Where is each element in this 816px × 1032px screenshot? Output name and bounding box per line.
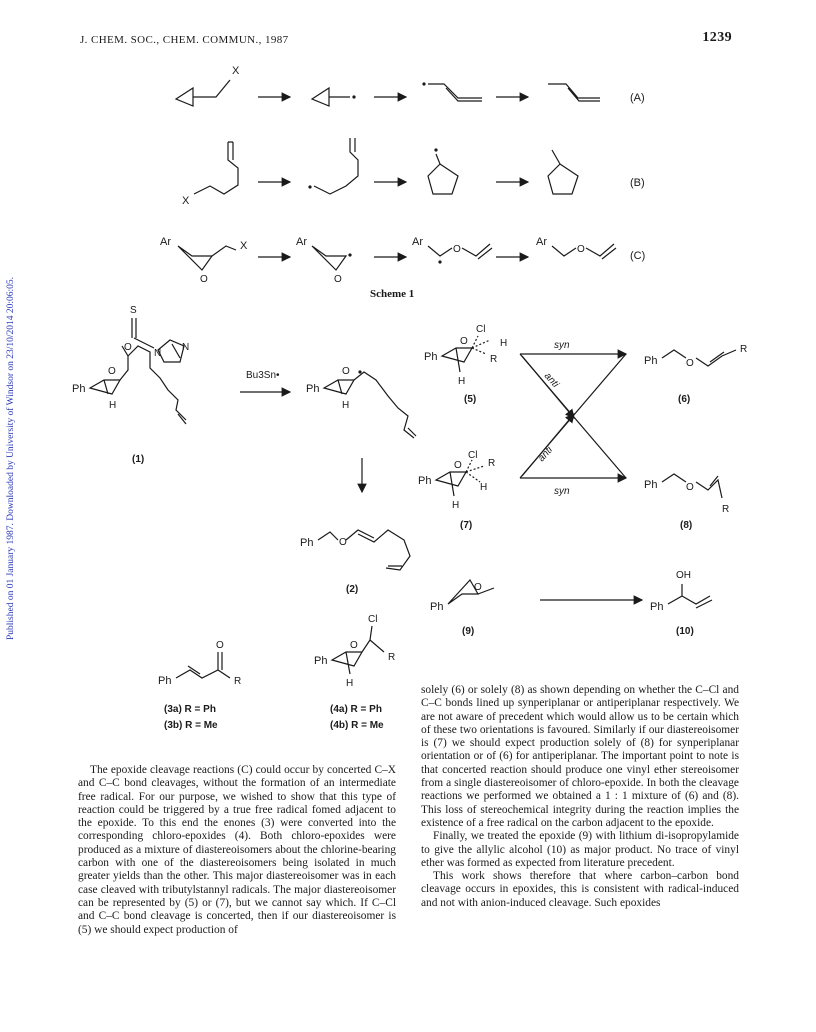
h-label: H bbox=[346, 678, 354, 689]
ph-label: Ph bbox=[644, 479, 658, 491]
compound-3 bbox=[158, 640, 241, 731]
body-paragraph: solely (6) or solely (8) as shown depending on whether the C–Cl and C–C bonds lined up synperiplanar or antiperiplanar respectively. We are not aware of precedent which would allow us to be certain which of these two orientations is favoured. Similarly if our diastereoisomer is (7) we should expect production solely of (8) for synperiplanar orientation or of (6) for antiperiplanar. The important point to note is that concerted reaction should produce one vinyl ether stereoisomer from a single diastereoisomer of chloro-epoxide. In both the cleavage reactions we performed we obtained a 1 : 1 mixture of (6) and (8). This loss of stereochemical integrity during the reaction implies the existence of a free radical on the carbon adjacent to the epoxide. bbox=[421, 684, 739, 829]
r-label: R bbox=[740, 344, 748, 355]
compound-label-8: (8) bbox=[680, 520, 693, 531]
body-paragraph: This work shows therefore that where carbon–carbon bond cleavage occurs in epoxides, this is consistent with radical-induced and not with anion-induced cleavage. Such epoxides bbox=[421, 870, 739, 909]
download-watermark-text: Published on 01 January 1987. Downloaded by University of Windsor on 23/10/2014 20:06:05. bbox=[6, 276, 16, 640]
o-label: O bbox=[474, 582, 482, 593]
r-label: R bbox=[388, 652, 396, 663]
compound-label-4a: (4a) R = Ph bbox=[330, 704, 382, 715]
h-label: H bbox=[458, 376, 466, 387]
h-label: H bbox=[480, 482, 488, 493]
o-label: O bbox=[686, 358, 694, 369]
syn-label: syn bbox=[554, 486, 570, 497]
compound-4 bbox=[314, 614, 395, 731]
ph-label: Ph bbox=[418, 475, 432, 487]
r-label: R bbox=[234, 676, 242, 687]
scheme-caption: Scheme 1 bbox=[370, 288, 415, 300]
ph-label: Ph bbox=[644, 355, 658, 367]
compound-2 bbox=[300, 530, 410, 595]
o-label: O bbox=[216, 640, 224, 651]
ph-label: Ph bbox=[306, 383, 320, 395]
ph-label: Ph bbox=[314, 655, 328, 667]
compound-label-9: (9) bbox=[462, 626, 475, 637]
r-label: R bbox=[490, 354, 498, 365]
cl-label: Cl bbox=[468, 450, 478, 461]
scheme-row-a bbox=[176, 65, 645, 106]
cl-label: Cl bbox=[476, 324, 486, 335]
ph-label: Ph bbox=[158, 675, 172, 687]
scheme-row-c bbox=[160, 236, 645, 285]
r-label: R bbox=[722, 504, 730, 515]
anti-label: anti bbox=[536, 444, 556, 465]
ph-label: Ph bbox=[72, 383, 86, 395]
s-label: S bbox=[130, 305, 137, 316]
x-label: X bbox=[240, 240, 248, 252]
ph-label: Ph bbox=[650, 601, 664, 613]
row-label-c: (C) bbox=[630, 250, 646, 262]
o-label: O bbox=[342, 366, 350, 377]
o-label: O bbox=[686, 482, 694, 493]
anti-label: anti bbox=[541, 370, 561, 390]
ar-label: Ar bbox=[412, 236, 423, 248]
compound-1 bbox=[72, 305, 189, 465]
radical-intermediate bbox=[306, 366, 416, 438]
ph-label: Ph bbox=[300, 537, 314, 549]
x-label: X bbox=[182, 195, 190, 207]
h-label: H bbox=[109, 400, 117, 411]
running-header: J. CHEM. SOC., CHEM. COMMUN., 1987 bbox=[80, 34, 289, 46]
compound-label-3b: (3b) R = Me bbox=[164, 720, 218, 731]
o-label: O bbox=[334, 274, 342, 285]
n-label: N bbox=[154, 348, 162, 359]
ph-label: Ph bbox=[430, 601, 444, 613]
h-label: H bbox=[500, 338, 508, 349]
n-label: N bbox=[182, 342, 190, 353]
body-paragraph: Finally, we treated the epoxide (9) with lithium di-isopropylamide to give the allylic alcohol (10) as major product. No trace of vinyl ether was formed as expected from literature precedent. bbox=[421, 830, 739, 869]
compound-label-7: (7) bbox=[460, 520, 473, 531]
o-label: O bbox=[108, 366, 116, 377]
compound-10 bbox=[650, 570, 712, 637]
ph-label: Ph bbox=[424, 351, 438, 363]
ar-label: Ar bbox=[160, 236, 171, 248]
compound-label-6: (6) bbox=[678, 394, 691, 405]
r-label: R bbox=[488, 458, 496, 469]
o-label: O bbox=[124, 342, 132, 353]
compound-5 bbox=[424, 324, 507, 405]
oh-label: OH bbox=[676, 570, 691, 581]
compound-label-1: (1) bbox=[132, 454, 145, 465]
o-label: O bbox=[339, 537, 347, 548]
compound-label-10: (10) bbox=[676, 626, 694, 637]
compound-label-3a: (3a) R = Ph bbox=[164, 704, 216, 715]
compound-label-5: (5) bbox=[464, 394, 477, 405]
compound-8 bbox=[644, 474, 729, 531]
cl-label: Cl bbox=[368, 614, 378, 625]
compound-label-4b: (4b) R = Me bbox=[330, 720, 384, 731]
o-label: O bbox=[454, 460, 462, 471]
o-label: O bbox=[453, 244, 461, 255]
body-column-left bbox=[78, 764, 396, 937]
row-label-a: (A) bbox=[630, 92, 645, 104]
syn-anti-arrows bbox=[520, 340, 626, 497]
syn-label: syn bbox=[554, 340, 570, 351]
ar-label: Ar bbox=[296, 236, 307, 248]
o-label: O bbox=[460, 336, 468, 347]
scheme-row-b bbox=[182, 138, 645, 207]
x-label: X bbox=[232, 65, 240, 77]
o-label: O bbox=[350, 640, 358, 651]
row-label-b: (B) bbox=[630, 177, 645, 189]
o-label: O bbox=[577, 244, 585, 255]
h-label: H bbox=[342, 400, 350, 411]
compound-9 bbox=[430, 580, 494, 637]
h-label: H bbox=[452, 500, 460, 511]
reagent-label: Bu3Sn• bbox=[246, 370, 280, 381]
compound-6 bbox=[644, 344, 747, 405]
ar-label: Ar bbox=[536, 236, 547, 248]
compound-7 bbox=[418, 450, 495, 531]
body-column-right bbox=[421, 684, 739, 910]
compound-label-2: (2) bbox=[346, 584, 359, 595]
body-paragraph: The epoxide cleavage reactions (C) could occur by concerted C–X and C–C bond cleavages, without the formation of an intermediate free radical. For our purpose, we wished to show that this type of reaction could be triggered by a true free radical fomed adjacent to the epoxide. To this end the enones (3) were converted into the corresponding chloro-epoxides (4). Both chloro-epoxides were produced as a mixture of diastereoisomers about the chlorine-bearing carbon with one of the diastereoisomers being isolated in much greater yields than the other. This major diastereoisomer was in each case cleaved with tributylstannyl radicals. The major diastereoisomer can be represented by (5) or (7), but we cannot say which. If C–Cl and C–C bond cleavage is concerted, then if our diastereoisomer is (5) we should expect production of bbox=[78, 764, 396, 936]
o-label: O bbox=[200, 274, 208, 285]
page-number: 1239 bbox=[702, 30, 732, 45]
